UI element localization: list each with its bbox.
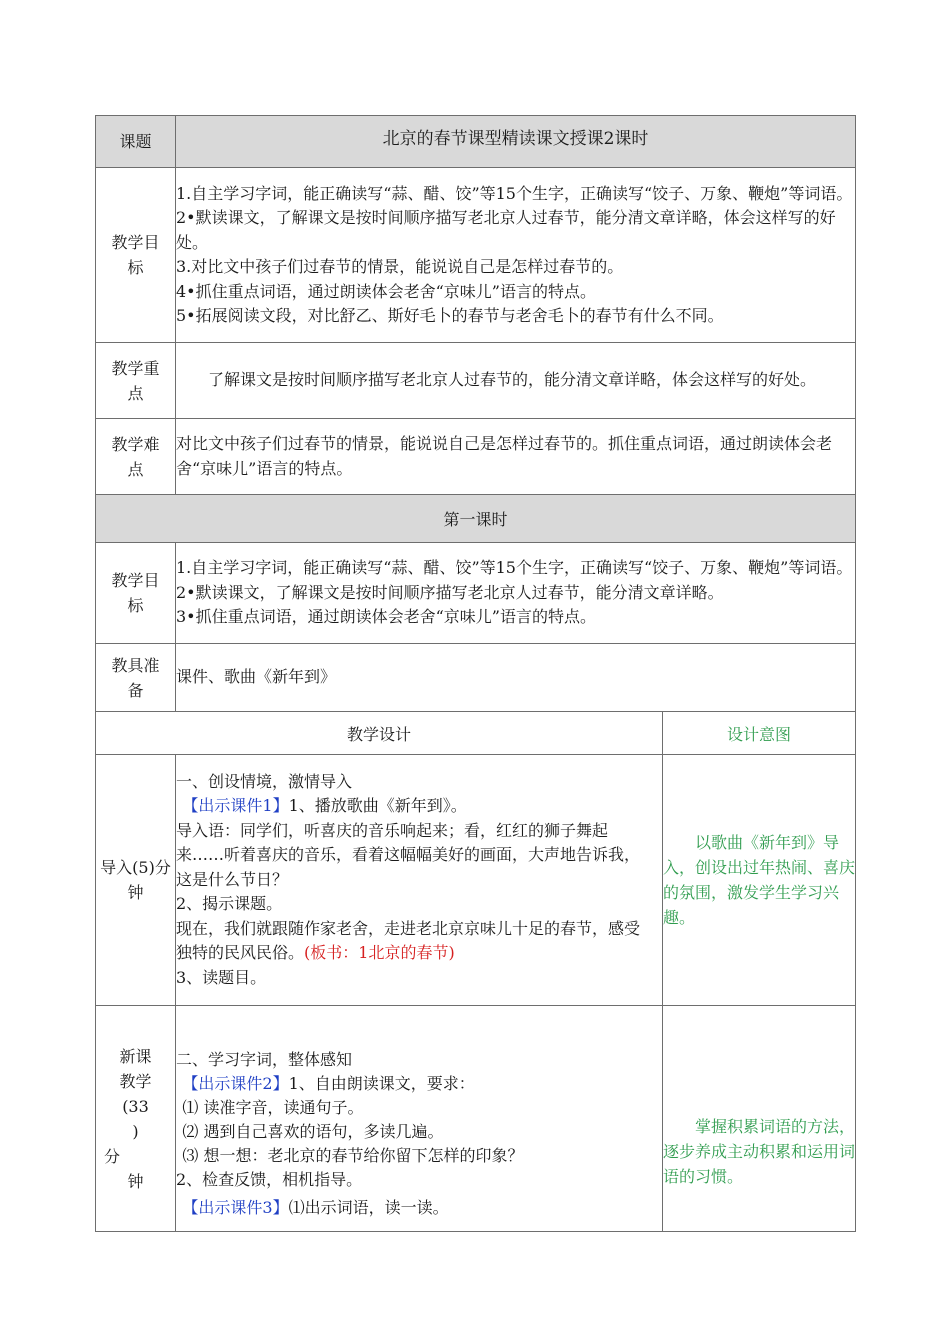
header-row	[96, 116, 856, 168]
materials-text: 课件、歌曲《新年到》	[176, 644, 856, 712]
lesson1-objectives-row	[96, 543, 856, 644]
intro-intent: 以歌曲《新年到》导入，创设出过年热闹、喜庆的氛围，激发学生学习兴趣。	[663, 755, 856, 1006]
lesson1-title: 第一课时	[96, 495, 856, 543]
objectives-all-label: 教学目标	[96, 168, 176, 343]
lesson1-objectives-label: 教学目标	[96, 543, 176, 644]
objective-item: 3.对比文中孩子们过春节的情景，能说说自己是怎样过春节的。	[176, 257, 624, 276]
lesson-plan-table	[95, 115, 856, 1232]
newlesson-content: 二、学习字词，整体感知 【出示课件2】1、自由朗读课文，要求： ⑴ 读准字音，读通句子。 ⑵ 遇到自己喜欢的语句，多读几遍。 ⑶ 想一想：老北京的春节给你留下怎样的印象？ 2、检查反馈，相机指导。 【出示课件3】⑴出示词语，读一读。	[176, 1006, 663, 1232]
key-points-row	[96, 343, 856, 419]
intro-heading: 一、创设情境，激情导入	[176, 771, 353, 791]
newlesson-intent: 掌握积累词语的方法，逐步养成主动积累和运用词语的习惯。	[663, 1006, 856, 1232]
lesson1-objectives-list	[176, 543, 856, 644]
difficulties-row	[96, 419, 856, 495]
difficulties-text: 对比文中孩子们过春节的情景，能说说自己是怎样过春节的。抓住重点词语，通过朗读体会老舍“京味儿”语言的特点。	[176, 419, 856, 495]
intro-speech: 导入语：同学们，听喜庆的音乐响起来；看，红红的狮子舞起来……听着喜庆的音乐，看着这幅幅美好的画面，大声地告诉我，这是什么节日？	[176, 820, 641, 889]
key-points-text: 了解课文是按时间顺序描写老北京人过春节的，能分清文章详略，体会这样写的好处。	[176, 343, 856, 419]
key-points-label: 教学重点	[96, 343, 176, 419]
objective-item: 4•抓住重点词语，通过朗读体会老舍“京味儿”语言的特点。	[176, 281, 596, 301]
objective-item: 2•默读课文，了解课文是按时间顺序描写老北京人过春节，能分清文章详略，体会这样写的好处。	[176, 208, 836, 252]
difficulties-label: 教学难点	[96, 419, 176, 495]
objective-item: 5•拓展阅读文段，对比舒乙、斯好毛卜的春节与老舍毛卜的春节有什么不同。	[176, 306, 724, 325]
board-note: (板书：1北京的春节)	[304, 943, 455, 963]
intro-row	[96, 755, 856, 1006]
courseware-tag: 【出示课件3】	[182, 1197, 289, 1217]
intro-content: 一、创设情境，激情导入 【出示课件1】1、播放歌曲《新年到》。 导入语：同学们，听喜庆的音乐响起来；看，红红的狮子舞起来……听着喜庆的音乐，看着这幅幅美好的画面，大声地告诉我，这是什么节日？ 2、揭示课题。 现在，我们就跟随作家老舍，走进老北京京味儿十足的春节，感受独特的民风民俗。(板书：1北京的春节) 3、读题目。	[176, 755, 663, 1006]
newlesson-row	[96, 1006, 856, 1232]
objective-item: 2•默读课文，了解课文是按时间顺序描写老北京人过春节，能分清文章详略。	[176, 582, 724, 602]
lesson1-title-row	[96, 495, 856, 543]
objective-item: 1.自主学习字词，能正确读写“蒜、醋、饺”等15个生字，正确读写“饺子、万象、鞭炮”等词语。	[176, 183, 853, 203]
courseware-tag: 【出示课件1】	[182, 796, 289, 816]
lesson-title: 北京的春节课型精读课文授课2课时	[176, 116, 856, 168]
objective-item: 3•抓住重点词语，通过朗读体会老舍“京味儿”语言的特点。	[176, 607, 596, 627]
objective-item: 1.自主学习字词，能正确读写“蒜、醋、饺”等15个生字，正确读写“饺子、万象、鞭炮”等词语。	[176, 558, 853, 578]
header-label: 课题	[96, 116, 176, 168]
newlesson-heading: 二、学习字词，整体感知	[176, 1049, 353, 1069]
objectives-all-row	[96, 168, 856, 343]
materials-label: 教具准备	[96, 644, 176, 712]
design-header: 教学设计	[96, 712, 663, 755]
intro-label: 导入(5)分钟	[96, 755, 176, 1006]
materials-row	[96, 644, 856, 712]
newlesson-label: 新课 教学 (33 ) 分 钟	[96, 1006, 176, 1232]
objectives-all-list	[176, 168, 856, 343]
design-header-row	[96, 712, 856, 755]
courseware-tag: 【出示课件2】	[182, 1073, 289, 1093]
intent-header: 设计意图	[663, 712, 856, 755]
